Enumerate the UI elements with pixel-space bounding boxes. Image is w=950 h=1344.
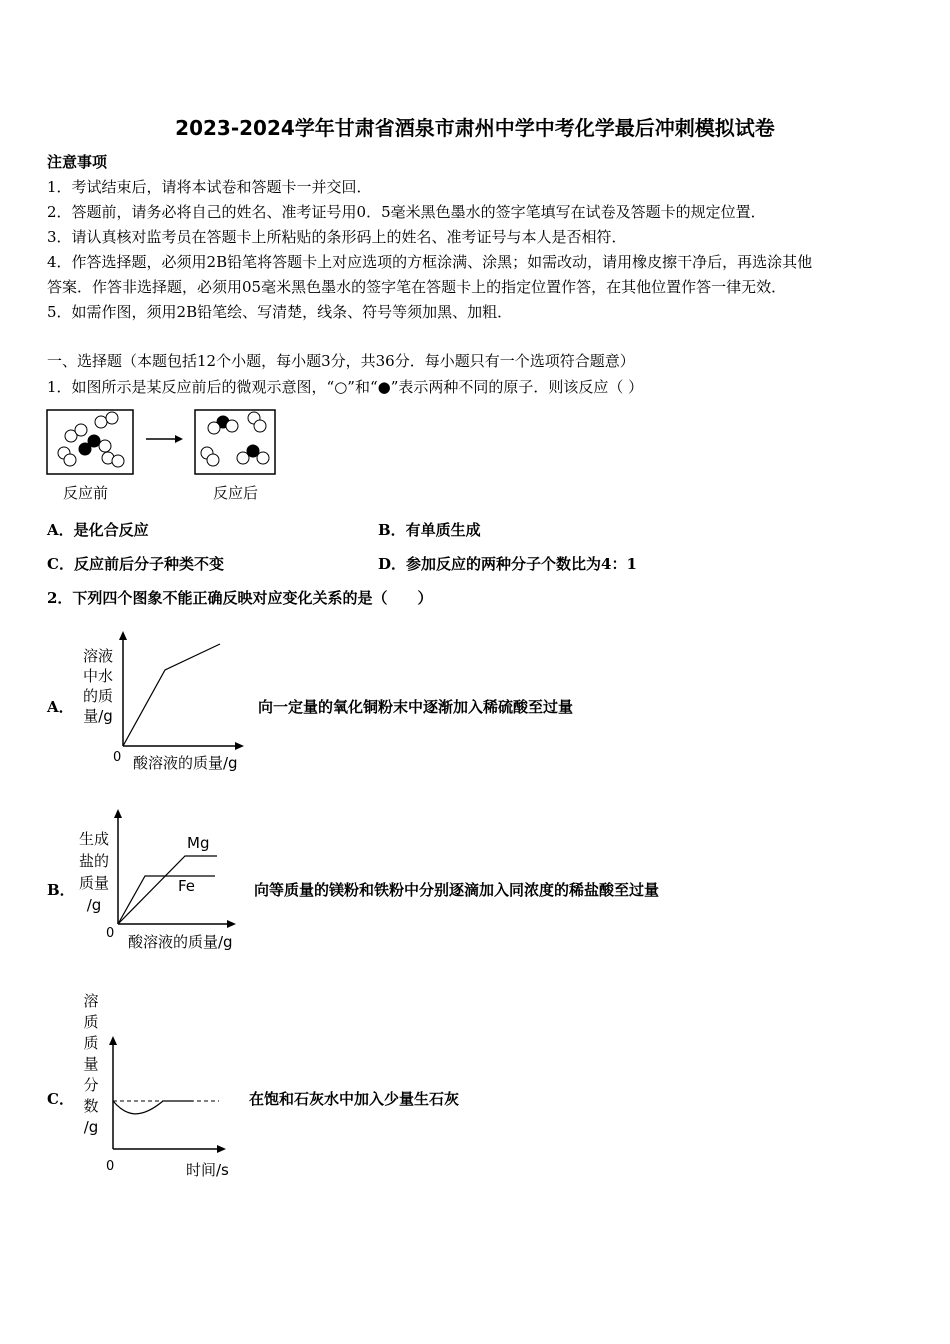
ylabel-line: 溶 <box>83 992 99 1010</box>
ylabel-line: 中水 <box>82 667 113 685</box>
q2-c-letter: C． <box>47 1090 74 1108</box>
y-axis-arrow-icon <box>109 1036 117 1045</box>
q2-b-xlabel: 酸溶液的质量/g <box>128 933 233 951</box>
series-line <box>123 644 220 746</box>
reaction-after-box <box>195 410 275 474</box>
ylabel-line: 质 <box>83 1034 99 1052</box>
ylabel-line: 质量 <box>78 874 109 892</box>
fe-line <box>118 876 215 924</box>
series-curve <box>113 1101 193 1114</box>
q2-a-xlabel: 酸溶液的质量/g <box>133 754 238 772</box>
ylabel-line: 的质 <box>82 687 113 705</box>
ylabel-line: /g <box>83 1118 99 1136</box>
q1-reaction-diagram <box>45 408 285 478</box>
x-axis-arrow-icon <box>235 742 244 750</box>
q2-b-letter: B． <box>47 881 75 899</box>
q1-option-c: C．反应前后分子种类不变 <box>47 555 224 573</box>
q1-option-a: A．是化合反应 <box>47 521 149 539</box>
q2-c-ylabel <box>77 991 105 1138</box>
section-heading: 一、选择题（本题包括12个小题，每小题3分，共36分．每小题只有一个选项符合题意） <box>47 352 635 370</box>
notice-item: 3．请认真核对监考员在答题卡上所粘贴的条形码上的姓名、准考证号与本人是否相符． <box>47 228 627 246</box>
y-axis-arrow-icon <box>114 809 122 818</box>
notice-item: 答案．作答非选择题，必须用05毫米黑色墨水的签字笔在答题卡上的指定位置作答，在其他位置作答一律无效． <box>47 278 787 296</box>
q2-b-graph <box>105 806 245 930</box>
series-label-mg: Mg <box>187 834 210 852</box>
q2-c-origin: 0 <box>106 1159 115 1174</box>
ylabel-line: 质 <box>83 1013 99 1031</box>
ylabel-line: 量 <box>83 1055 99 1073</box>
reaction-before-box <box>47 410 133 474</box>
notice-item: 5．如需作图，须用2B铅笔绘、写清楚，线条、符号等须加黑、加粗． <box>47 303 513 321</box>
x-axis-arrow-icon <box>217 1145 226 1153</box>
x-axis-arrow-icon <box>227 920 236 928</box>
notice-heading: 注意事项 <box>47 153 108 171</box>
q2-c-desc: 在饱和石灰水中加入少量生石灰 <box>249 1090 460 1108</box>
q2-c-graph <box>103 1033 233 1155</box>
q1-option-b: B．有单质生成 <box>378 521 481 539</box>
q2-a-letter: A． <box>47 698 74 716</box>
ylabel-line: 生成 <box>78 830 109 848</box>
q2-a-desc: 向一定量的氧化铜粉末中逐渐加入稀硫酸至过量 <box>258 698 574 716</box>
notice-item: 1．考试结束后，请将本试卷和答题卡一并交回． <box>47 178 372 196</box>
reaction-arrow-icon <box>146 435 183 443</box>
ylabel-line: 溶液 <box>82 647 113 665</box>
ylabel-line: 盐的 <box>78 852 109 870</box>
notice-item: 4．作答选择题，必须用2B铅笔将答题卡上对应选项的方框涂满、涂黑；如需改动，请用橡皮擦干净后，再选涂其他 <box>47 253 813 271</box>
ylabel-line: 量/g <box>83 707 113 725</box>
q2-a-graph <box>110 628 250 752</box>
q2-b-desc: 向等质量的镁粉和铁粉中分别逐滴加入同浓度的稀盐酸至过量 <box>254 881 660 899</box>
ylabel-line: /g <box>86 896 102 914</box>
series-label-fe: Fe <box>178 877 196 895</box>
q1-option-d: D．参加反应的两种分子个数比为4：1 <box>378 555 637 573</box>
ylabel-line: 数 <box>83 1097 99 1115</box>
q1-stem: 1．如图所示是某反应前后的微观示意图，“○”和“●”表示两种不同的原子．则该反应（ ） <box>47 378 644 396</box>
q2-a-origin: 0 <box>113 750 122 765</box>
q2-b-origin: 0 <box>106 926 115 941</box>
q2-c-xlabel: 时间/s <box>186 1161 229 1179</box>
y-axis-arrow-icon <box>119 631 127 640</box>
q2-stem: 2．下列四个图象不能正确反映对应变化关系的是（ ） <box>47 589 433 607</box>
page-title: 2023-2024学年甘肃省酒泉市肃州中学中考化学最后冲刺模拟试卷 <box>175 116 775 140</box>
before-label: 反应前 <box>63 484 109 502</box>
after-label: 反应后 <box>213 484 259 502</box>
ylabel-line: 分 <box>83 1076 99 1094</box>
mg-line <box>118 856 217 924</box>
notice-item: 2．答题前，请务必将自己的姓名、准考证号用0．5毫米黑色墨水的签字笔填写在试卷及答题卡的规定位置． <box>47 203 766 221</box>
